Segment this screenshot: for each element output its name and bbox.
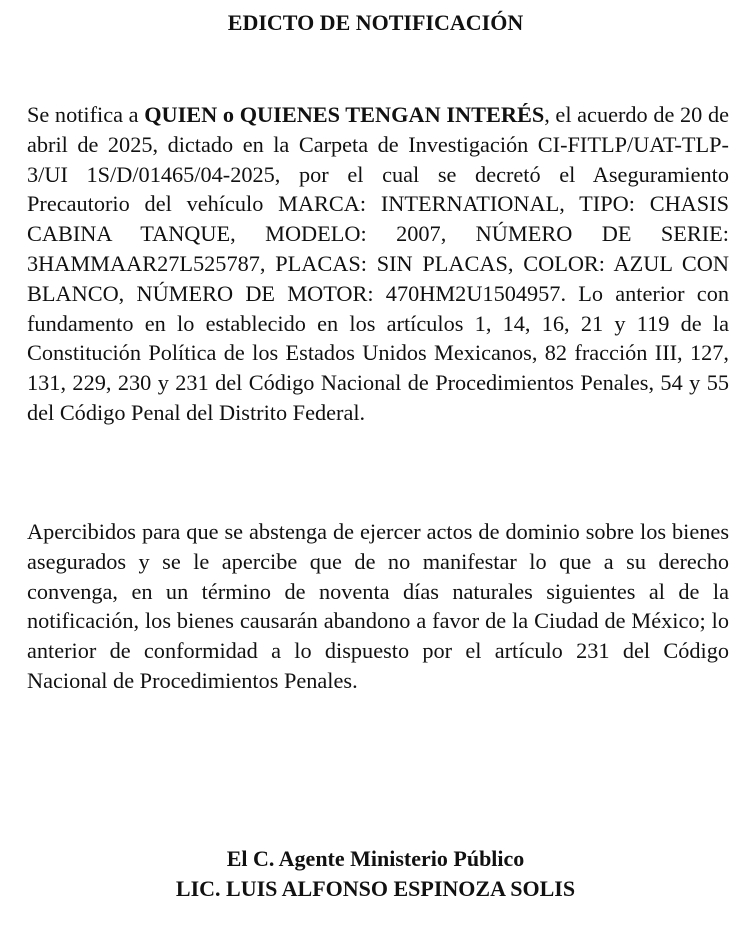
warning-paragraph: Apercibidos para que se abstenga de ejercer actos de dominio sobre los bienes asegurados y se le apercibe que de no manifestar lo que a su derecho convenga, en un término de noventa días naturales siguientes al de la notificación, los bienes causarán abandono a favor de la Ciudad de México; lo anterior de conformidad a lo dispuesto por el artículo 231 del Código Nacional de Procedimientos Penales. [27, 519, 729, 693]
paragraph-intro: Se notifica a [27, 102, 145, 127]
paragraph-body: , el acuerdo de 20 de abril de 2025, dictado en la Carpeta de Investigación CI-FITLP/UAT-TLP-3/UI 1S/D/01465/04-2025, por el cual se decretó el Aseguramiento Precautorio del vehículo MARCA: INTERNATIONAL, TIPO: CHASIS CABINA TANQUE, MODELO: 2007, NÚMERO DE SERIE: 3HAMMAAR27L525787, PLACAS: SIN PLACAS, COLOR: AZUL CON BLANCO, NÚMERO DE MOTOR: 470HM2U1504957. Lo anterior con fundamento en lo establecido en los artículos 1, 14, 16, 21 y 119 de la Constitución Política de los Estados Unidos Mexicanos, 82 fracción III, 127, 131, 229, 230 y 231 del Código Nacional de Procedimientos Penales, 54 y 55 del Código Penal del Distrito Federal. [27, 102, 729, 425]
signatory-name: LIC. LUIS ALFONSO ESPINOZA SOLIS [175, 876, 576, 901]
signatory-role: El C. Agente Ministerio Público [226, 846, 525, 871]
addressee-emphasis: QUIEN o QUIENES TENGAN INTERÉS [144, 102, 545, 127]
notification-paragraph [27, 100, 729, 428]
document-title: EDICTO DE NOTIFICACIÓN [227, 10, 524, 35]
